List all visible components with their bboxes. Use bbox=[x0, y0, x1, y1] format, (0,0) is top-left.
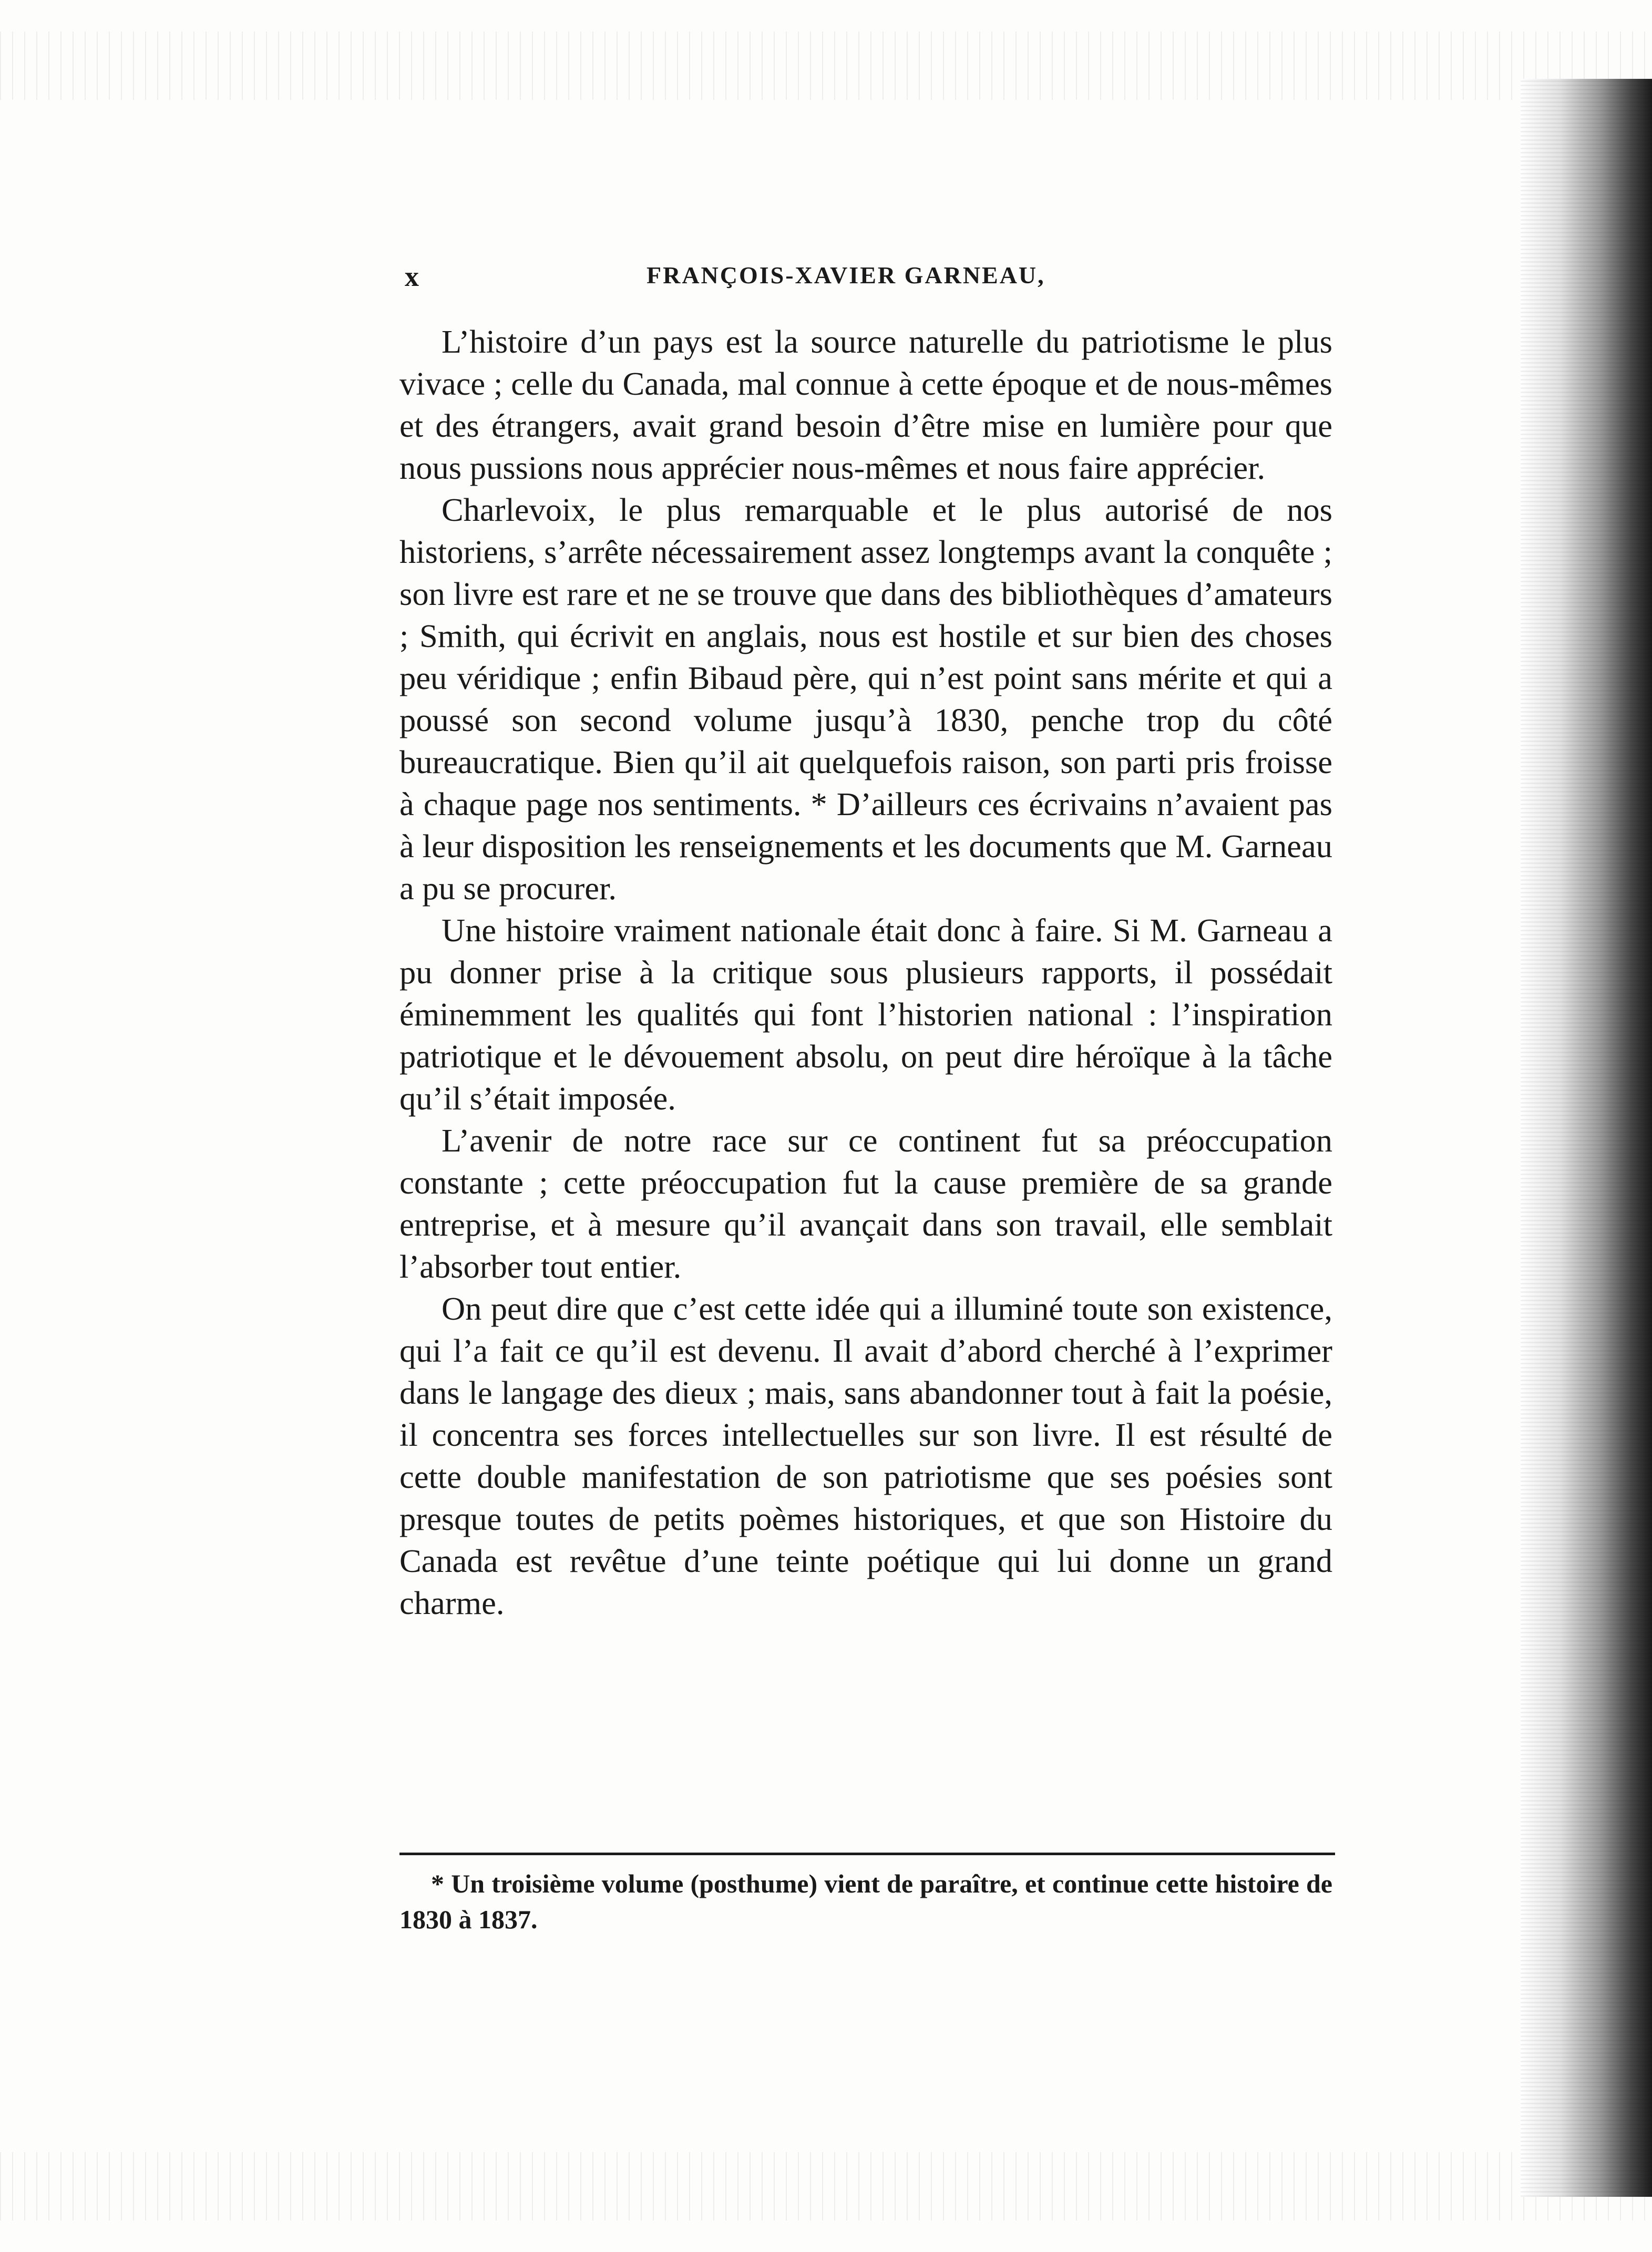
scan-noise-top bbox=[0, 32, 1652, 100]
book-gutter-shadow bbox=[1521, 79, 1652, 2197]
paragraph: L’histoire d’un pays est la source naturelle du patriotisme le plus vivace ; celle du Canada, mal connue à cette époque et de nous-mêmes et des étrangers, avait grand besoin d’être mise en lumière pour que nous pussions nous apprécier nous-mêmes et nous faire apprécier. bbox=[399, 323, 1332, 486]
page-number: x bbox=[405, 261, 419, 292]
body-text bbox=[399, 321, 1332, 1624]
paragraph: Une histoire vraiment nationale était donc à faire. Si M. Garneau a pu donner prise à la critique sous plusieurs rapports, il possédait éminemment les qualités qui font l’historien national : l’inspiration patriotique et le dévouement absolu, on peut dire héroïque à la tâche qu’il s’était imposée. bbox=[399, 912, 1332, 1117]
paragraph: L’avenir de notre race sur ce continent fut sa préoccupation constante ; cette préoccupation fut la cause première de sa grande entreprise, et à mesure qu’il avançait dans son travail, elle semblait l’absorber tout entier. bbox=[399, 1122, 1332, 1285]
running-head bbox=[405, 260, 1335, 302]
paragraph: Charlevoix, le plus remarquable et le plus autorisé de nos historiens, s’arrête nécessairement assez longtemps avant la conquête ; son livre est rare et ne se trouve que dans des bibliothèques d’amateurs ; Smith, qui écrivit en anglais, nous est hostile et sur bien des choses peu véridique ; enfin Bibaud père, qui n’est point sans mérite et qui a poussé son second volume jusqu’à 1830, penche trop du côté bureaucratique. Bien qu’il ait quelquefois raison, son parti pris froisse à chaque page nos sentiments. * D’ailleurs ces écrivains n’avaient pas à leur disposition les renseignements et les documents que M. Garneau a pu se procurer. bbox=[399, 491, 1332, 907]
footnote: * Un troisième volume (posthume) vient de paraître, et continue cette histoire de 1830 à 1837. bbox=[399, 1869, 1332, 1934]
footnote-separator bbox=[399, 1853, 1335, 1855]
paragraph: On peut dire que c’est cette idée qui a illuminé toute son existence, qui l’a fait ce qu’il est devenu. Il avait d’abord cherché à l’exprimer dans le langage des dieux ; mais, sans abandonner tout à fait la poésie, il concentra ses forces intellectuelles sur son livre. Il est résulté de cette double manifestation de son patriotisme que ses poésies sont presque toutes de petits poèmes historiques, et que son Histoire du Canada est revêtue d’une teinte poétique qui lui donne un grand charme. bbox=[399, 1290, 1332, 1621]
scan-noise-bottom bbox=[0, 2152, 1652, 2220]
running-title: FRANÇOIS-XAVIER GARNEAU, bbox=[647, 262, 1045, 289]
